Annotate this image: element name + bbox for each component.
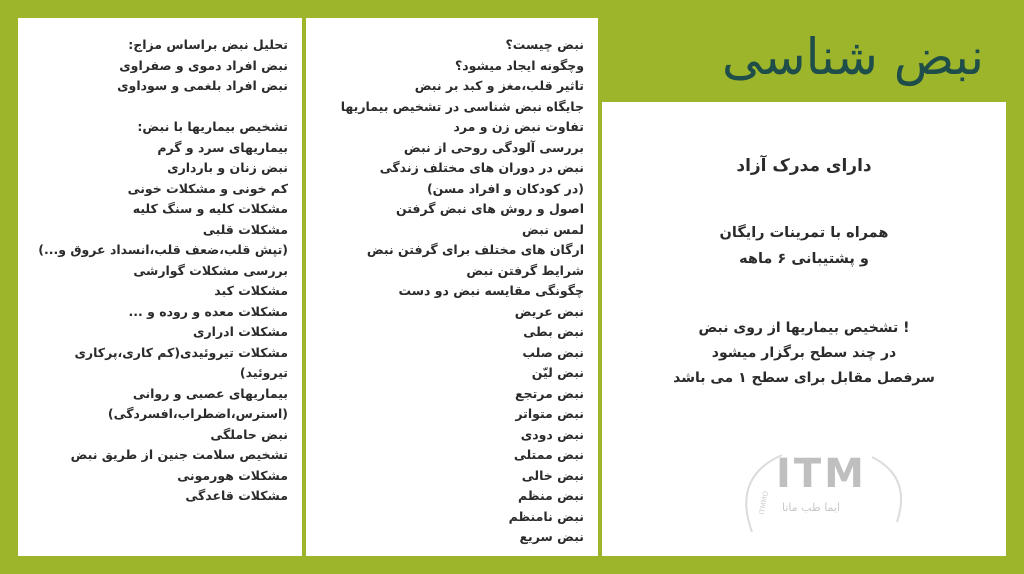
- middle-topic-list: [314, 35, 584, 548]
- list-item: شرایط گرفتن نبض: [466, 262, 584, 278]
- list-item: تشخیص بیماریها با نبض:: [137, 119, 288, 134]
- list-item: اصول و روش های نبض گرفتن: [395, 201, 584, 216]
- list-item: کم خونی و مشکلات خونی: [127, 180, 288, 196]
- support-line-1: همراه با تمرینات رایگان: [719, 225, 889, 241]
- support-line-2: و پشتیبانی ۶ ماهه: [739, 251, 869, 267]
- list-item: مشکلات کلیه و سنگ کلیه: [132, 201, 288, 216]
- list-item: تیروئید): [239, 365, 288, 380]
- list-item: مشکلات ادراری: [193, 324, 288, 339]
- levels-line-2: در چند سطح برگزار میشود: [711, 345, 897, 361]
- list-item: مشکلات کبد: [214, 283, 288, 298]
- levels-text: [602, 316, 1006, 391]
- list-item: بیماریهای سرد و گرم: [157, 139, 288, 155]
- list-item: نبض در دوران های مختلف زندگی: [379, 160, 584, 175]
- list-item: نبض منظم: [517, 488, 584, 503]
- list-item: نبض چیست؟: [505, 37, 584, 52]
- list-item: مشکلات معده و روده و ...: [128, 303, 288, 319]
- list-item: وچگونه ایجاد میشود؟: [454, 57, 584, 73]
- list-item: نبض صلب: [522, 344, 584, 360]
- itm-logo: [722, 437, 922, 547]
- list-item: مشکلات تیروئیدی(کم کاری،پرکاری: [74, 344, 288, 360]
- logo-subtitle: ایما طب ماتا: [782, 501, 841, 514]
- list-item: تفاوت نبض زن و مرد: [453, 119, 584, 134]
- list-item: بررسی آلودگی روحی از نبض: [403, 139, 584, 155]
- list-item: نبض بطی: [523, 324, 584, 339]
- list-item: بررسی مشکلات گوارشی: [133, 262, 288, 278]
- list-item: نبض سریع: [519, 529, 584, 544]
- list-item: نبض عریض: [514, 303, 584, 319]
- list-item: نبض افراد بلغمی و سوداوی: [117, 78, 288, 93]
- list-item: [26, 97, 288, 118]
- list-item: مشکلات هورمونی: [177, 467, 288, 483]
- list-item: بیماریهای عصبی و روانی: [132, 385, 288, 401]
- list-item: نبض ممتلی: [513, 447, 584, 462]
- list-item: نبض لیّن: [531, 365, 584, 380]
- list-item: مشکلات قاعدگی: [185, 488, 288, 503]
- list-item: تشخیص سلامت جنین از طریق نبض: [70, 447, 288, 462]
- list-item: تحلیل نبض براساس مزاج:: [128, 37, 288, 52]
- list-item: نبض مرتجع: [515, 385, 584, 401]
- list-item: تاثیر قلب،مغز و کبد بر نبض: [414, 78, 584, 93]
- list-item: نبض افراد دموی و صفراوی: [119, 57, 288, 73]
- support-text: [602, 220, 1006, 272]
- certificate-text: دارای مدرک آزاد: [736, 156, 872, 176]
- list-item: (در کودکان و افراد مسن): [426, 180, 584, 196]
- info-panel: [602, 102, 1006, 556]
- middle-column-panel: [306, 18, 598, 556]
- list-item: نبض خالی: [521, 467, 584, 483]
- logo-text: ITM: [776, 451, 867, 497]
- left-column-panel: [18, 18, 302, 556]
- list-item: نبض متواتر: [515, 406, 584, 421]
- list-item: (تپش قلب،ضعف قلب،انسداد عروق و...): [38, 242, 288, 257]
- logo-vertical-text: ITMMO: [758, 490, 771, 516]
- levels-line-3: سرفصل مقابل برای سطح ۱ می باشد: [673, 370, 935, 386]
- list-item: نبض نامنظم: [508, 508, 584, 524]
- list-item: (استرس،اضطراب،افسردگی): [107, 406, 288, 421]
- list-item: ارگان های مختلف برای گرفتن نبض: [366, 242, 584, 257]
- list-item: چگونگی مقایسه نبض دو دست: [398, 283, 584, 298]
- list-item: جایگاه نبض شناسی در تشخیص بیماریها: [340, 98, 584, 114]
- list-item: لمس نبض: [522, 221, 584, 237]
- left-topic-list: [26, 35, 288, 507]
- list-item: نبض زنان و بارداری: [167, 160, 288, 175]
- list-item: مشکلات قلبی: [202, 221, 288, 237]
- levels-line-1: ! تشخیص بیماریها از روی نبض: [698, 320, 910, 336]
- list-item: نبض حاملگی: [210, 426, 288, 442]
- list-item: نبض دودی: [520, 426, 584, 442]
- page-title: نبض شناسی: [722, 28, 984, 86]
